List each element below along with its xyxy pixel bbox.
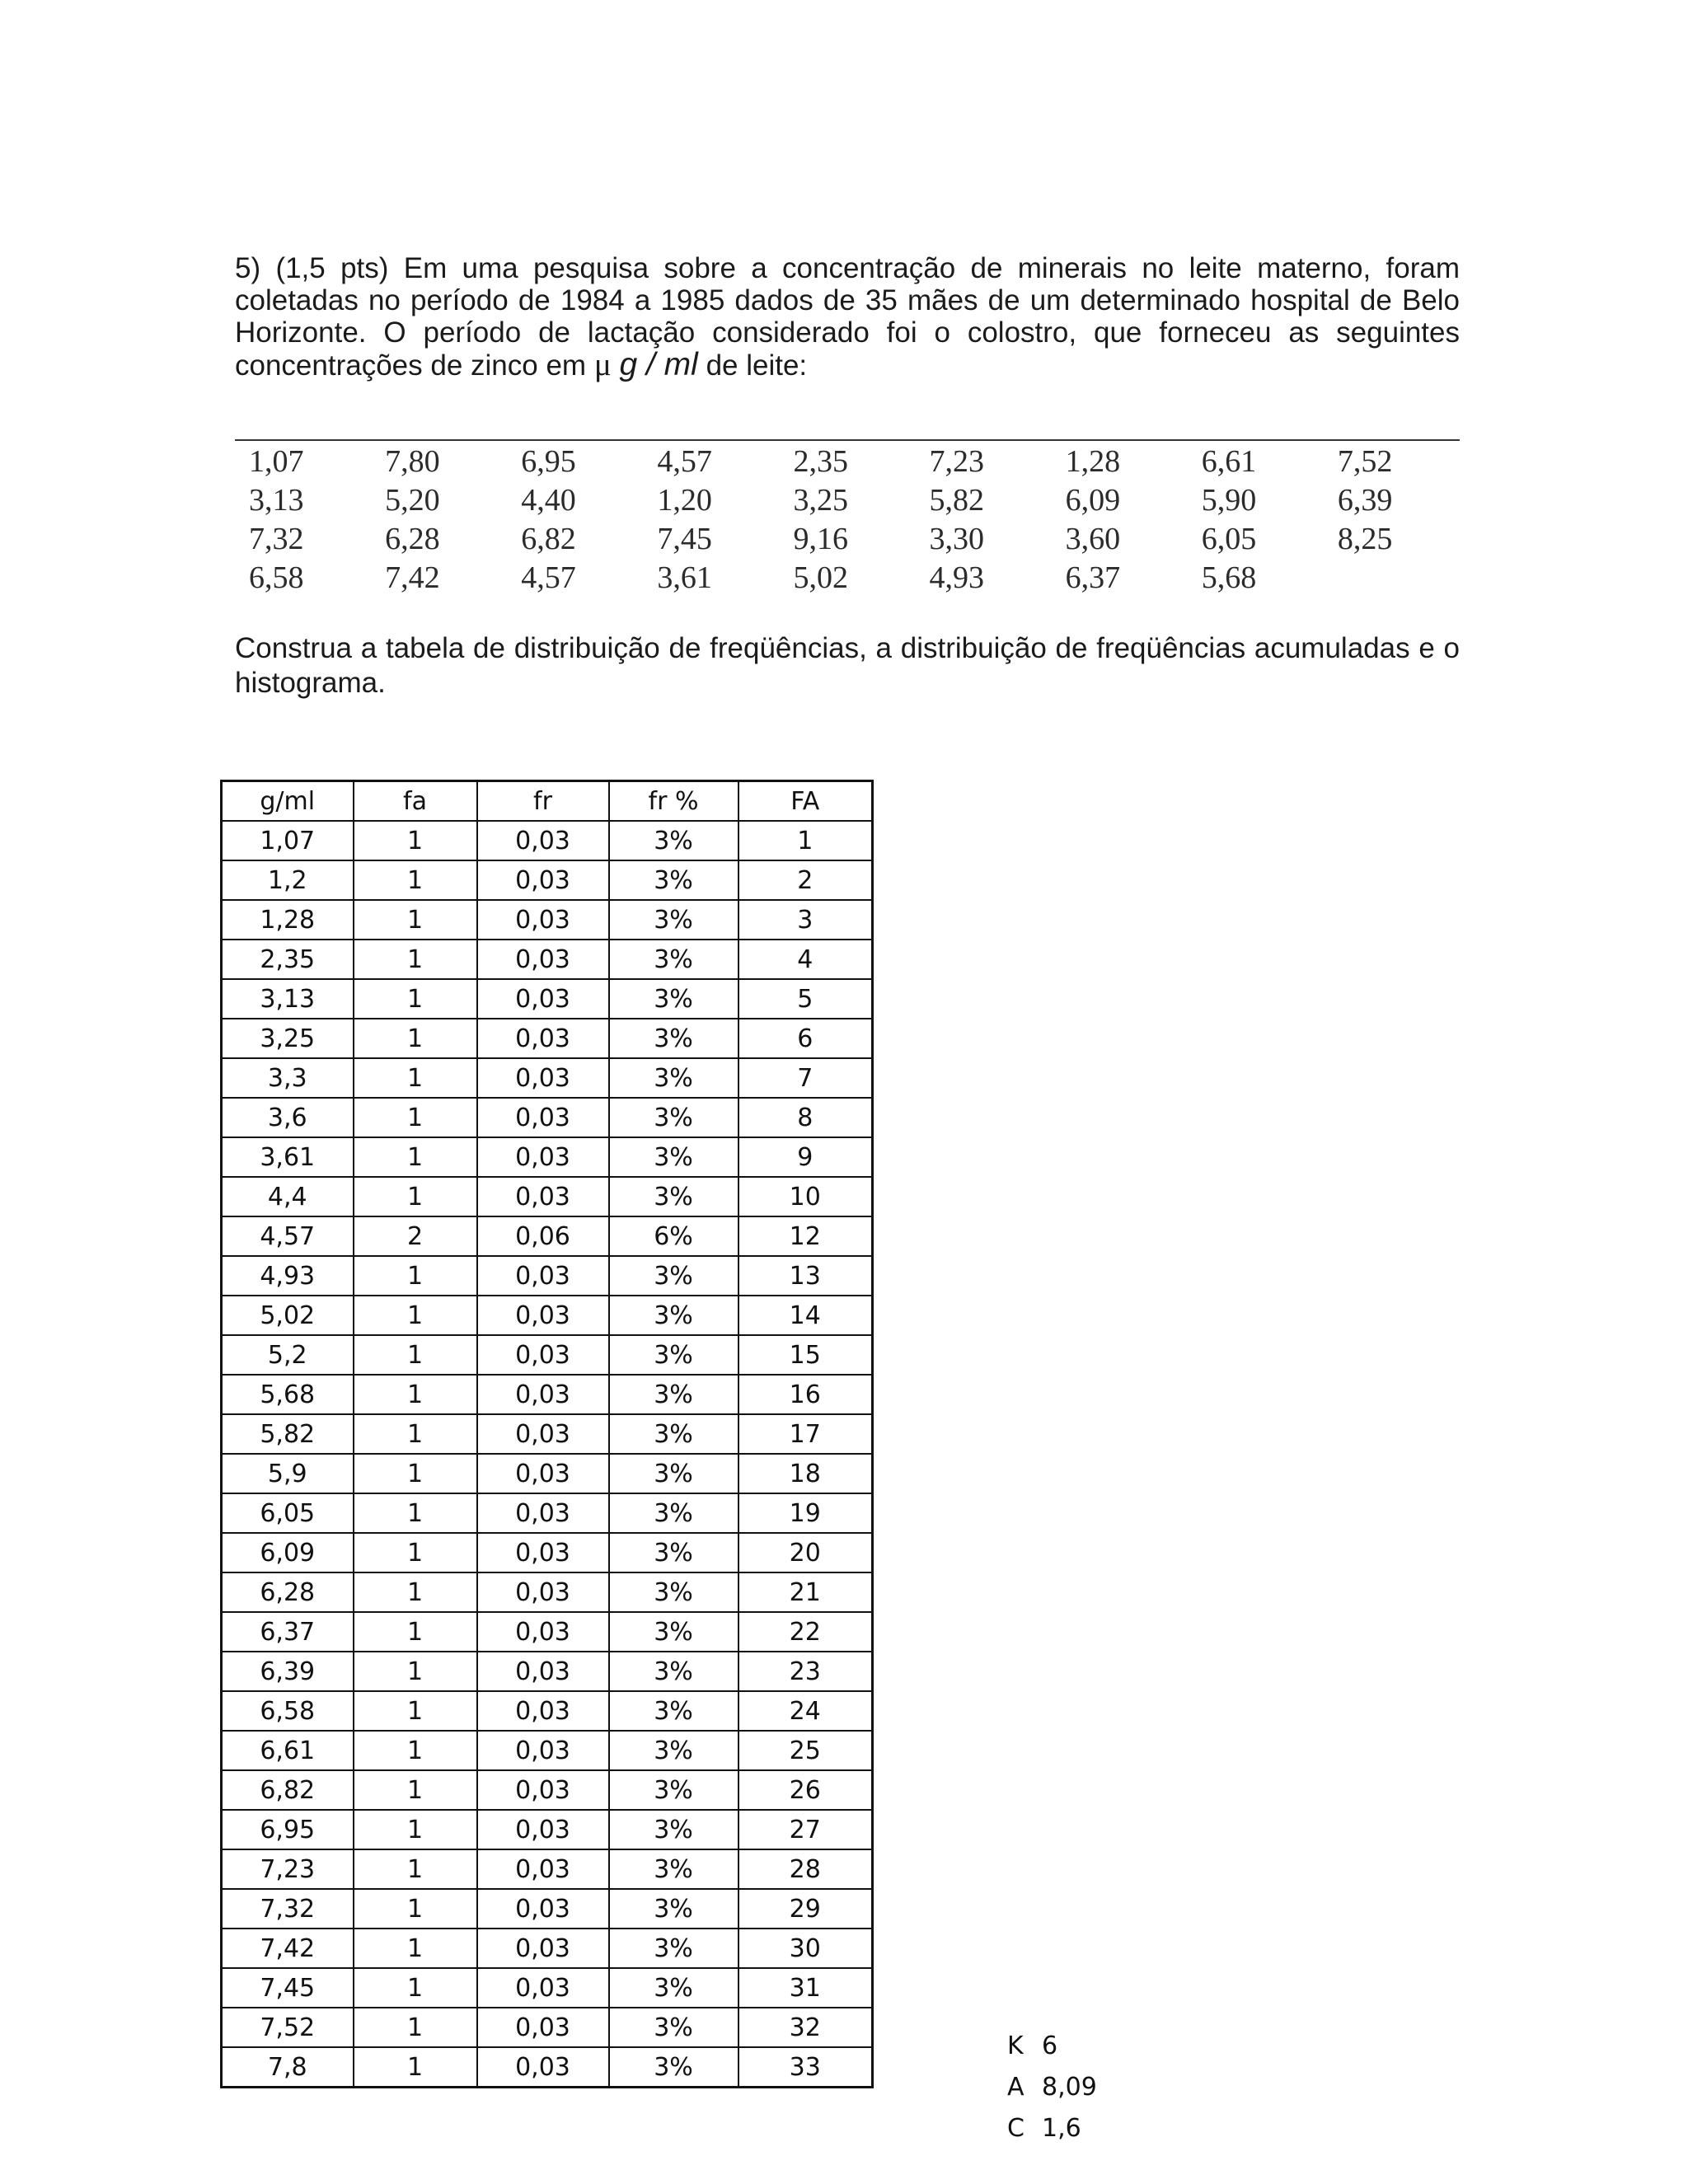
table-cell: 0,03 [477,1375,609,1414]
table-cell: 1 [354,1019,477,1058]
table-cell: 3% [609,1691,738,1731]
table-cell: 7,52 [222,2008,354,2047]
table-cell: 3% [609,1098,738,1137]
header-fr-percent: fr % [609,781,738,822]
table-cell: 3% [609,1019,738,1058]
param-label: K [1007,2032,1024,2060]
instructions-text: Construa a tabela de distribuição de freqüências, a distribuição de freqüências acumuladas e o histograma. [235,632,1460,699]
table-row [222,1652,873,1691]
table-row [222,1296,873,1335]
table-cell: 3% [609,1968,738,2008]
table-cell: 3% [609,2008,738,2047]
table-row [222,2008,873,2047]
raw-data-cell: 5,20 [385,483,440,518]
table-cell: 3% [609,1889,738,1929]
table-cell: 1 [354,1929,477,1968]
raw-data-cell: 6,95 [521,444,576,479]
raw-data-cell: 5,82 [929,483,985,518]
question-body: 5) (1,5 pts) Em uma pesquisa sobre a concentração de minerais no leite materno, foram coletadas no período de 1984 a 1985 dados de 35 mães de um determinado hospital de Belo Horizonte. O período de lactação considerado foi o colostro, que forneceu as seguintes concentrações de zinco em [235,252,1460,382]
table-cell: 0,03 [477,1493,609,1533]
table-row [222,1493,873,1533]
table-cell: 0,03 [477,1929,609,1968]
table-row [222,1533,873,1572]
table-cell: 5 [738,979,873,1019]
table-cell: 0,03 [477,2008,609,2047]
table-cell: 28 [738,1849,873,1889]
table-cell: 0,03 [477,860,609,900]
table-cell: 29 [738,1889,873,1929]
table-row [222,1256,873,1296]
raw-data-cell [1324,559,1460,598]
table-cell: 3% [609,1652,738,1691]
table-row [222,821,873,860]
table-row [222,1612,873,1652]
table-cell: 6,58 [222,1691,354,1731]
table-cell: 0,03 [477,1454,609,1493]
table-cell: 12 [738,1216,873,1256]
table-cell: 0,03 [477,1256,609,1296]
table-cell: 7,32 [222,1889,354,1929]
table-row [222,1691,873,1731]
raw-data-cell: 4,57 [521,560,576,595]
table-row [222,979,873,1019]
raw-data-cell: 7,45 [657,522,712,556]
table-row [222,1810,873,1849]
raw-data-cell: 7,23 [929,444,985,479]
table-cell: 2 [738,860,873,900]
table-row [222,860,873,900]
table-cell: 5,9 [222,1454,354,1493]
table-cell: 3% [609,900,738,940]
table-row [222,900,873,940]
param-value: 1,6 [1042,2114,1081,2143]
table-cell: 1 [354,1296,477,1335]
table-row [222,1414,873,1454]
table-cell: 0,03 [477,1770,609,1810]
table-cell: 3% [609,1335,738,1375]
table-cell: 21 [738,1572,873,1612]
table-cell: 5,82 [222,1414,354,1454]
table-cell: 1 [354,1375,477,1414]
table-cell: 0,03 [477,1296,609,1335]
table-cell: 1 [354,940,477,979]
table-cell: 5,02 [222,1296,354,1335]
table-cell: 1 [354,1691,477,1731]
table-cell: 1 [354,1414,477,1454]
table-cell: 0,03 [477,1058,609,1098]
table-cell: 3% [609,1296,738,1335]
table-cell: 3% [609,1058,738,1098]
raw-data-cell: 6,82 [521,522,576,556]
table-cell: 3% [609,1137,738,1177]
table-row [222,1889,873,1929]
table-cell: 33 [738,2047,873,2088]
table-row [222,940,873,979]
table-cell: 3% [609,940,738,979]
table-cell: 1 [354,1612,477,1652]
table-row [222,1216,873,1256]
table-row [222,1849,873,1889]
table-cell: 8 [738,1098,873,1137]
unit-rest: g / ml [619,347,698,382]
table-cell: 4 [738,940,873,979]
param-label: A [1007,2073,1025,2102]
table-cell: 1 [354,821,477,860]
table-cell: 1 [354,1770,477,1810]
table-cell: 10 [738,1177,873,1216]
raw-data-cell: 4,93 [929,560,985,595]
table-row [222,1098,873,1137]
frequency-table-body [222,821,873,2088]
table-cell: 7,42 [222,1929,354,1968]
table-cell: 1,07 [222,821,354,860]
table-cell: 6,09 [222,1533,354,1572]
raw-data-cell: 3,60 [1065,522,1121,556]
table-header-row [222,781,873,822]
table-cell: 0,03 [477,1968,609,2008]
table-cell: 18 [738,1454,873,1493]
question-text [235,252,1460,382]
raw-data-cell: 5,90 [1201,483,1257,518]
table-cell: 6,82 [222,1770,354,1810]
table-cell: 2 [354,1216,477,1256]
table-row [222,1968,873,2008]
table-cell: 3% [609,1929,738,1968]
table-cell: 16 [738,1375,873,1414]
table-cell: 1 [354,1810,477,1849]
table-row [222,1177,873,1216]
table-cell: 27 [738,1810,873,1849]
table-cell: 26 [738,1770,873,1810]
table-row [222,1572,873,1612]
table-cell: 1 [738,821,873,860]
table-cell: 1 [354,1177,477,1216]
table-row [222,1375,873,1414]
raw-data-cell: 6,39 [1337,483,1393,518]
table-row [222,1019,873,1058]
table-cell: 1,2 [222,860,354,900]
table-cell: 3,6 [222,1098,354,1137]
table-cell: 1 [354,1731,477,1770]
raw-data-cell: 4,40 [521,483,576,518]
table-cell: 1 [354,1137,477,1177]
table-cell: 3% [609,1177,738,1216]
table-cell: 0,03 [477,1612,609,1652]
raw-data-cell: 2,35 [793,444,848,479]
table-cell: 0,03 [477,940,609,979]
table-cell: 0,03 [477,979,609,1019]
table-cell: 3% [609,821,738,860]
table-cell: 22 [738,1612,873,1652]
table-row [222,1929,873,1968]
table-row [222,1058,873,1098]
table-cell: 1 [354,1256,477,1296]
table-cell: 31 [738,1968,873,2008]
table-row [222,1137,873,1177]
class-parameters [1007,2026,1097,2149]
table-cell: 3% [609,1770,738,1810]
table-cell: 5,2 [222,1335,354,1375]
table-cell: 1 [354,900,477,940]
table-cell: 0,03 [477,1019,609,1058]
table-cell: 1 [354,1098,477,1137]
table-cell: 1 [354,2047,477,2088]
table-cell: 32 [738,2008,873,2047]
table-cell: 0,03 [477,900,609,940]
table-cell: 6,05 [222,1493,354,1533]
table-cell: 0,03 [477,1098,609,1137]
table-cell: 0,03 [477,1414,609,1454]
table-cell: 0,03 [477,1691,609,1731]
table-cell: 3,25 [222,1019,354,1058]
table-row [222,1731,873,1770]
table-cell: 3% [609,860,738,900]
table-cell: 3% [609,1533,738,1572]
raw-data-cell: 7,80 [385,444,440,479]
table-cell: 1 [354,1493,477,1533]
param-label: C [1007,2114,1025,2143]
raw-data-cell: 5,68 [1201,560,1257,595]
table-cell: 1 [354,1849,477,1889]
table-cell: 3% [609,1454,738,1493]
table-cell: 3,3 [222,1058,354,1098]
table-cell: 3% [609,1810,738,1849]
table-cell: 1 [354,1335,477,1375]
table-cell: 6,39 [222,1652,354,1691]
table-cell: 3% [609,1731,738,1770]
table-cell: 25 [738,1731,873,1770]
table-cell: 0,03 [477,1810,609,1849]
unit-label [594,347,698,382]
table-cell: 4,93 [222,1256,354,1296]
table-cell: 0,06 [477,1216,609,1256]
raw-data-table [235,439,1460,598]
table-cell: 3% [609,979,738,1019]
table-cell: 6,37 [222,1612,354,1652]
raw-data-cell: 3,30 [929,522,985,556]
table-cell: 6,28 [222,1572,354,1612]
table-cell: 3% [609,1849,738,1889]
table-cell: 0,03 [477,2047,609,2088]
raw-data-cell: 7,52 [1337,444,1393,479]
table-cell: 7,23 [222,1849,354,1889]
table-cell: 3% [609,1375,738,1414]
table-cell: 1 [354,1889,477,1929]
table-cell: 6 [738,1019,873,1058]
table-cell: 6,95 [222,1810,354,1849]
table-cell: 6,61 [222,1731,354,1770]
raw-data-cell: 7,32 [249,522,304,556]
param-row [1007,2067,1097,2108]
table-cell: 1 [354,1652,477,1691]
table-row [222,2047,873,2088]
raw-data-cell: 1,20 [657,483,712,518]
table-cell: 3,61 [222,1137,354,1177]
table-cell: 20 [738,1533,873,1572]
table-cell: 17 [738,1414,873,1454]
table-cell: 3% [609,1612,738,1652]
table-cell: 3% [609,2047,738,2088]
table-cell: 1 [354,860,477,900]
header-FA: FA [738,781,873,822]
table-row [222,1454,873,1493]
table-cell: 0,03 [477,1572,609,1612]
table-cell: 15 [738,1335,873,1375]
raw-data-cell: 6,09 [1065,483,1121,518]
table-cell: 1 [354,2008,477,2047]
table-cell: 0,03 [477,1177,609,1216]
table-cell: 0,03 [477,1335,609,1375]
table-cell: 3,13 [222,979,354,1019]
table-cell: 0,03 [477,821,609,860]
table-cell: 7,8 [222,2047,354,2088]
frequency-table [220,780,874,2088]
raw-data-cell: 3,13 [249,483,304,518]
table-cell: 23 [738,1652,873,1691]
table-cell: 19 [738,1493,873,1533]
raw-data-cell: 5,02 [793,560,848,595]
table-cell: 0,03 [477,1137,609,1177]
table-cell: 1 [354,1454,477,1493]
table-cell: 1 [354,1058,477,1098]
raw-data-cell: 9,16 [793,522,848,556]
table-cell: 0,03 [477,1652,609,1691]
header-fr: fr [477,781,609,822]
raw-data-cell: 1,28 [1065,444,1121,479]
table-cell: 5,68 [222,1375,354,1414]
table-cell: 30 [738,1929,873,1968]
table-cell: 0,03 [477,1889,609,1929]
table-cell: 1 [354,979,477,1019]
param-value: 8,09 [1042,2073,1097,2102]
raw-data-cell: 3,61 [657,560,712,595]
param-value: 6 [1042,2032,1058,2060]
table-cell: 9 [738,1137,873,1177]
table-cell: 1 [354,1572,477,1612]
table-cell: 1 [354,1533,477,1572]
param-row [1007,2026,1097,2067]
table-cell: 3% [609,1572,738,1612]
table-cell: 24 [738,1691,873,1731]
raw-data-grid [235,441,1460,598]
table-cell: 7,45 [222,1968,354,2008]
table-cell: 1 [354,1968,477,2008]
raw-data-cell: 3,25 [793,483,848,518]
table-cell: 1,28 [222,900,354,940]
raw-data-cell: 6,05 [1201,522,1257,556]
table-cell: 7 [738,1058,873,1098]
table-cell: 0,03 [477,1731,609,1770]
raw-data-cell: 7,42 [385,560,440,595]
table-row [222,1770,873,1810]
raw-data-cell: 6,61 [1201,444,1257,479]
table-row [222,1335,873,1375]
table-cell: 0,03 [477,1533,609,1572]
table-cell: 14 [738,1296,873,1335]
table-cell: 3% [609,1414,738,1454]
table-cell: 4,57 [222,1216,354,1256]
table-cell: 3% [609,1493,738,1533]
raw-data-cell: 6,37 [1065,560,1121,595]
unit-mu: μ [593,347,612,382]
param-row [1007,2108,1097,2149]
table-cell: 2,35 [222,940,354,979]
table-cell: 6% [609,1216,738,1256]
header-fa: fa [354,781,477,822]
table-cell: 4,4 [222,1177,354,1216]
table-cell: 0,03 [477,1849,609,1889]
header-gml: g/ml [222,781,354,822]
raw-data-cell: 6,28 [385,522,440,556]
raw-data-cell: 1,07 [249,444,304,479]
table-cell: 3% [609,1256,738,1296]
table-cell: 3 [738,900,873,940]
table-cell: 13 [738,1256,873,1296]
raw-data-cell: 6,58 [249,560,304,595]
question-tail: de leite: [697,349,808,382]
raw-data-cell: 4,57 [657,444,712,479]
raw-data-cell: 8,25 [1337,522,1393,556]
